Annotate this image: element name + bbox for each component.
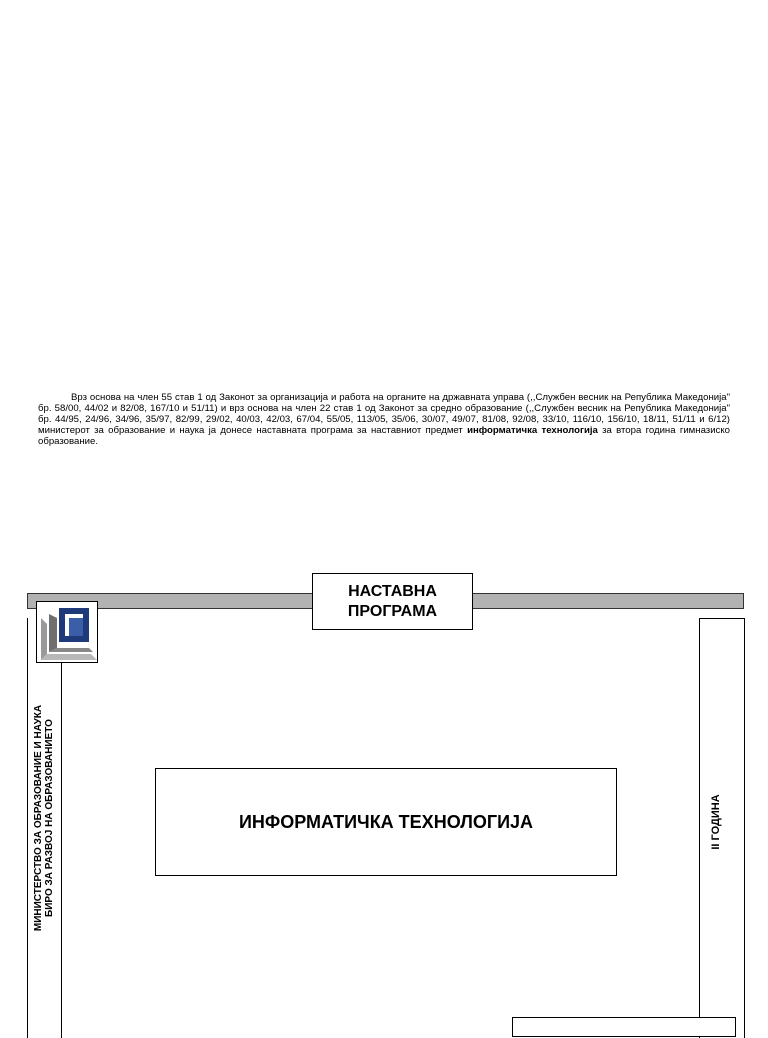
year-label: II ГОДИНА (710, 794, 722, 850)
legal-intro-paragraph (38, 392, 730, 447)
legal-intro-text-end: за втора година гимназиско образование. (38, 425, 730, 447)
subject-title-box (155, 768, 617, 876)
program-label-line1: НАСТАВНА (348, 582, 437, 600)
cover-bottom-box (512, 1017, 736, 1037)
program-label-line2: ПРОГРАМА (347, 602, 438, 620)
legal-intro-subject: информатичка технологија (467, 425, 598, 436)
cover-right-strip (699, 618, 745, 1038)
bureau-logo-icon (37, 602, 97, 662)
ministry-label-line1: МИНИСТЕРСТВО ЗА ОБРАЗОВАНИЕ И НАУКА (33, 704, 44, 932)
legal-intro-text: Врз основа на член 55 став 1 од Законот за организација и работа на органите на државната управа (,,Службен весник на Република Македонија" бр. 58/00, 44/02 и 82/08, 167/10 и 51/11) и врз основа на член 22 став 1 од Законот за средно образование (,,Службен весник на Република Македонија" бр. 44/95, 24/96, 34/96, 35/97, 82/99, 29/02, 40/03, 42/03, 67/04, 55/05, 113/05, 35/06, 30/07, 49/07, 81/08, 92/08, 33/10, 116/10, 156/10, 18/11, 51/11 и 6/12) министерот за образование и наука ја донесе наставната програма за наставниот предмет (38, 392, 730, 436)
subject-title: ИНФОРМАТИЧКА ТЕХНОЛОГИЈА (238, 811, 534, 832)
bureau-logo (36, 601, 98, 663)
ministry-label-line2: БИРО ЗА РАЗВОЈ НА ОБРАЗОВАНИЕТО (44, 719, 55, 917)
ministry-label (33, 698, 55, 938)
program-label-box (312, 573, 473, 630)
